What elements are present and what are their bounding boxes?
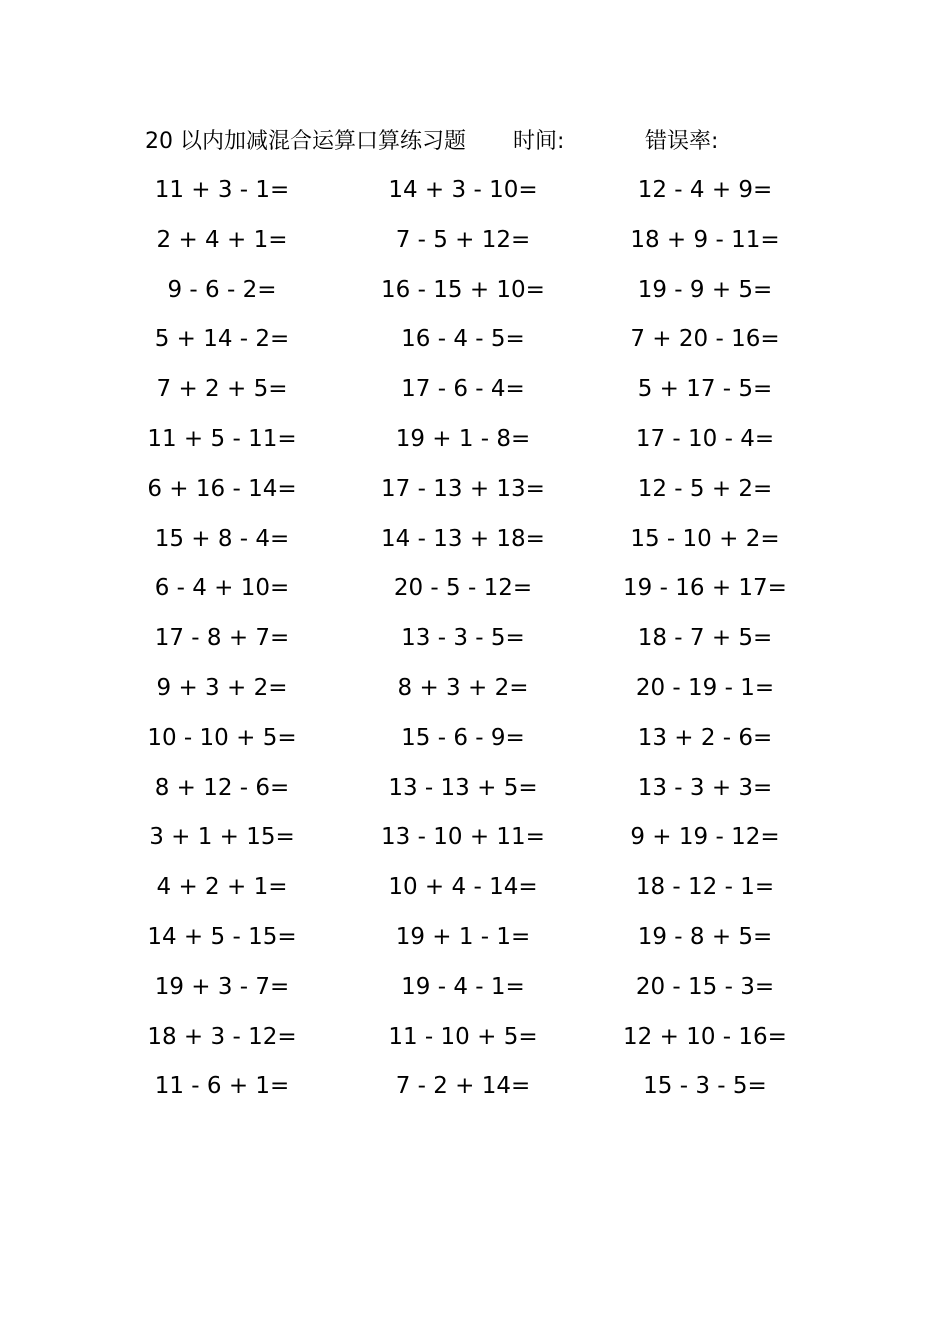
problem-item: 18 + 3 - 12= bbox=[147, 1023, 297, 1050]
problem-item: 10 - 10 + 5= bbox=[147, 724, 297, 751]
problem-item: 18 - 7 + 5= bbox=[637, 625, 773, 652]
problem-row bbox=[0, 465, 950, 515]
problem-item: 12 + 10 - 16= bbox=[623, 1023, 787, 1050]
problem-item: 15 - 6 - 9= bbox=[401, 724, 525, 751]
problem-item: 15 - 3 - 5= bbox=[643, 1073, 767, 1100]
problem-row bbox=[0, 664, 950, 714]
problem-row bbox=[0, 315, 950, 365]
problem-row bbox=[0, 714, 950, 764]
problem-item: 7 + 2 + 5= bbox=[156, 376, 288, 403]
problem-item: 8 + 3 + 2= bbox=[397, 674, 529, 701]
problem-row bbox=[0, 365, 950, 415]
problem-row bbox=[0, 415, 950, 465]
problem-item: 15 - 10 + 2= bbox=[630, 525, 780, 552]
problem-item: 17 - 8 + 7= bbox=[154, 625, 290, 652]
problem-item: 11 + 5 - 11= bbox=[147, 425, 297, 452]
problem-item: 19 + 3 - 7= bbox=[154, 973, 290, 1000]
problem-row bbox=[0, 564, 950, 614]
worksheet-title: 20 以内加减混合运算口算练习题 bbox=[145, 129, 466, 154]
problem-item: 4 + 2 + 1= bbox=[156, 874, 288, 901]
problem-item: 19 - 8 + 5= bbox=[637, 923, 773, 950]
problem-row bbox=[0, 764, 950, 814]
problem-item: 11 - 10 + 5= bbox=[388, 1023, 538, 1050]
problem-item: 5 + 14 - 2= bbox=[154, 326, 290, 353]
problem-item: 3 + 1 + 15= bbox=[149, 824, 295, 851]
problem-item: 11 + 3 - 1= bbox=[154, 177, 290, 203]
problem-item: 2 + 4 + 1= bbox=[156, 226, 288, 253]
problem-item: 18 - 12 - 1= bbox=[635, 874, 775, 901]
problem-row bbox=[0, 266, 950, 316]
problem-item: 12 - 4 + 9= bbox=[637, 177, 773, 203]
problem-item: 13 - 3 + 3= bbox=[637, 774, 773, 801]
problem-item: 20 - 19 - 1= bbox=[635, 674, 775, 701]
problem-item: 9 + 19 - 12= bbox=[630, 824, 780, 851]
problem-grid bbox=[0, 166, 950, 1112]
problem-item: 19 - 16 + 17= bbox=[623, 575, 787, 602]
problem-item: 19 + 1 - 1= bbox=[395, 923, 531, 950]
error-rate-label: 错误率: bbox=[645, 129, 719, 154]
problem-row bbox=[0, 863, 950, 913]
problem-item: 9 + 3 + 2= bbox=[156, 674, 288, 701]
problem-row bbox=[0, 216, 950, 266]
problem-item: 7 - 5 + 12= bbox=[395, 226, 531, 253]
problem-item: 17 - 10 - 4= bbox=[635, 425, 775, 452]
problem-item: 19 + 1 - 8= bbox=[395, 425, 531, 452]
problem-item: 8 + 12 - 6= bbox=[154, 774, 290, 801]
problem-item: 18 + 9 - 11= bbox=[630, 226, 780, 253]
problem-item: 14 + 3 - 10= bbox=[388, 177, 538, 203]
time-label: 时间: bbox=[513, 129, 565, 154]
problem-item: 6 - 4 + 10= bbox=[154, 575, 290, 602]
problem-item: 13 - 10 + 11= bbox=[381, 824, 545, 851]
problem-row bbox=[0, 614, 950, 664]
problem-row bbox=[0, 1013, 950, 1063]
problem-item: 5 + 17 - 5= bbox=[637, 376, 773, 403]
problem-item: 9 - 6 - 2= bbox=[167, 276, 277, 303]
problem-row bbox=[0, 813, 950, 863]
problem-item: 16 - 4 - 5= bbox=[401, 326, 525, 353]
problem-item: 14 + 5 - 15= bbox=[147, 923, 297, 950]
problem-item: 17 - 6 - 4= bbox=[401, 376, 525, 403]
problem-row bbox=[0, 515, 950, 565]
problem-row bbox=[0, 913, 950, 963]
problem-item: 7 + 20 - 16= bbox=[630, 326, 780, 353]
problem-row bbox=[0, 963, 950, 1013]
worksheet-header bbox=[0, 124, 950, 160]
problem-item: 20 - 5 - 12= bbox=[393, 575, 533, 602]
problem-item: 17 - 13 + 13= bbox=[381, 475, 545, 502]
problem-item: 12 - 5 + 2= bbox=[637, 475, 773, 502]
problem-item: 20 - 15 - 3= bbox=[635, 973, 775, 1000]
problem-item: 16 - 15 + 10= bbox=[381, 276, 545, 303]
problem-item: 7 - 2 + 14= bbox=[395, 1073, 531, 1100]
problem-item: 14 - 13 + 18= bbox=[381, 525, 545, 552]
problem-item: 13 + 2 - 6= bbox=[637, 724, 773, 751]
problem-item: 10 + 4 - 14= bbox=[388, 874, 538, 901]
problem-row bbox=[0, 166, 950, 216]
problem-row bbox=[0, 1062, 950, 1112]
problem-item: 11 - 6 + 1= bbox=[154, 1073, 290, 1100]
problem-item: 19 - 9 + 5= bbox=[637, 276, 773, 303]
problem-item: 13 - 3 - 5= bbox=[401, 625, 525, 652]
problem-item: 15 + 8 - 4= bbox=[154, 525, 290, 552]
problem-item: 13 - 13 + 5= bbox=[388, 774, 538, 801]
problem-item: 6 + 16 - 14= bbox=[147, 475, 297, 502]
problem-item: 19 - 4 - 1= bbox=[401, 973, 525, 1000]
